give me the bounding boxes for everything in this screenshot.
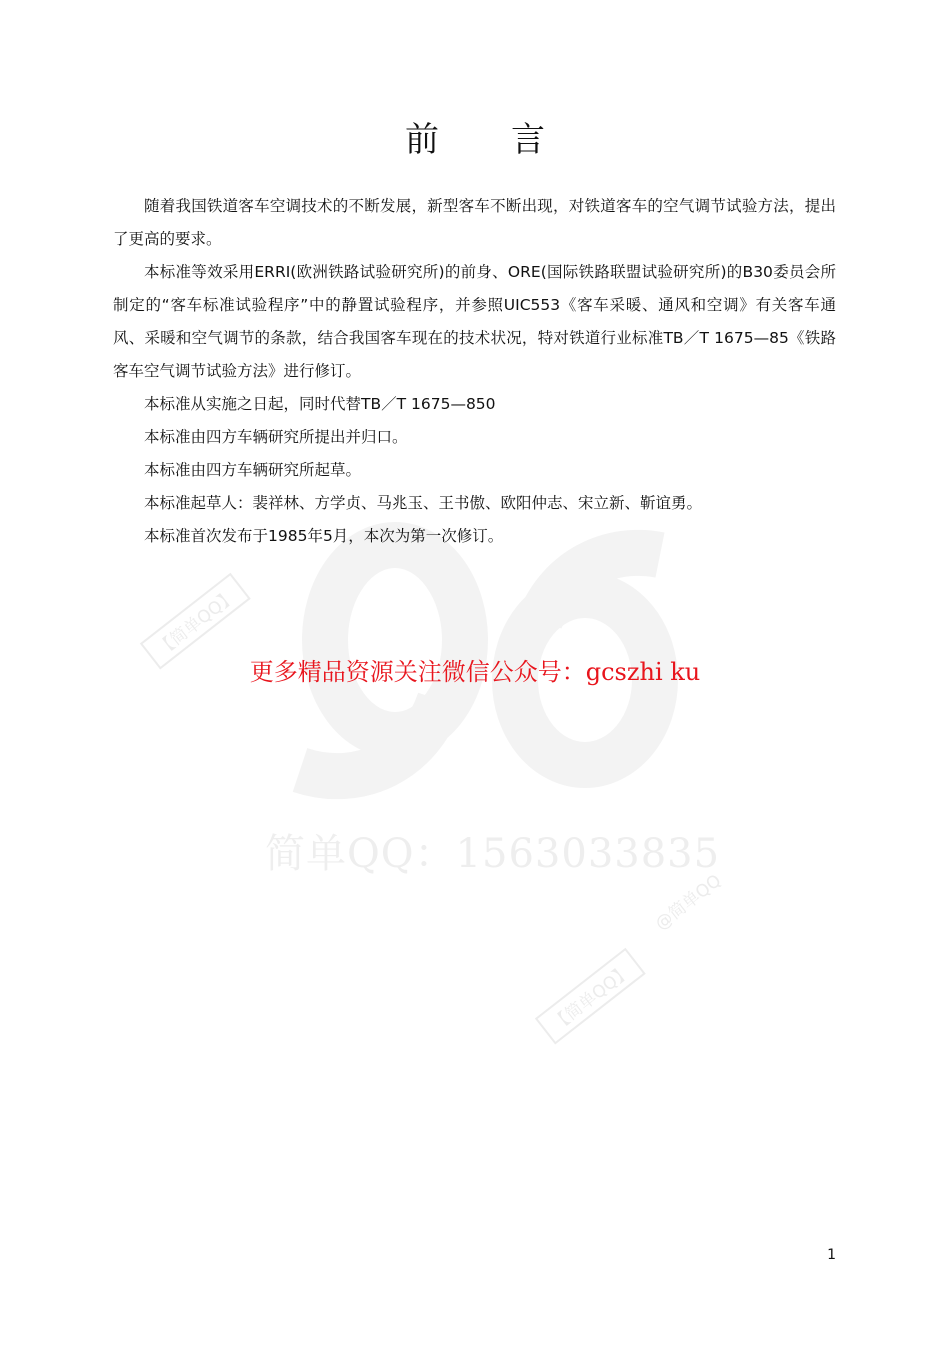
- paragraph: 随着我国铁道客车空调技术的不断发展，新型客车不断出现，对铁道客车的空气调节试验方法，提出了更高的要求。: [113, 197, 836, 248]
- paragraph: 本标准首次发布于1985年5月，本次为第一次修订。: [144, 527, 504, 545]
- page-number: 1: [827, 1247, 836, 1263]
- watermark-stamp: 【简单QQ】: [535, 948, 646, 1045]
- promo-banner-text: 更多精品资源关注微信公众号：gcszhi ku: [249, 658, 701, 686]
- paragraph: 本标准起草人：裴祥林、方学贞、马兆玉、王书傲、欧阳仲志、宋立新、靳谊勇。: [144, 494, 703, 512]
- watermark-stamp: 【简单QQ】: [140, 573, 251, 670]
- foreword-body: [113, 190, 836, 553]
- watermark-qq-text: 简单QQ：1563033835: [265, 831, 721, 877]
- watermark-stamp: @简单QQ: [651, 870, 726, 935]
- paragraph: 本标准由四方车辆研究所起草。: [144, 461, 362, 479]
- page-title: 前言: [405, 120, 617, 160]
- paragraph: 本标准等效采用ERRI(欧洲铁路试验研究所)的前身、ORE(国际铁路联盟试验研究所)的B30委员会所制定的“客车标准试验程序”中的静置试验程序，并参照UIC553《客车采暖、通风和空调》有关客车通风、采暖和空气调节的条款，结合我国客车现在的技术状况，特对铁道行业标准TB／T 1675—85《铁路客车空气调节试验方法》进行修订。: [113, 263, 836, 380]
- paragraph: 本标准由四方车辆研究所提出并归口。: [144, 428, 408, 446]
- paragraph: 本标准从实施之日起，同时代替TB／T 1675—850: [144, 395, 496, 413]
